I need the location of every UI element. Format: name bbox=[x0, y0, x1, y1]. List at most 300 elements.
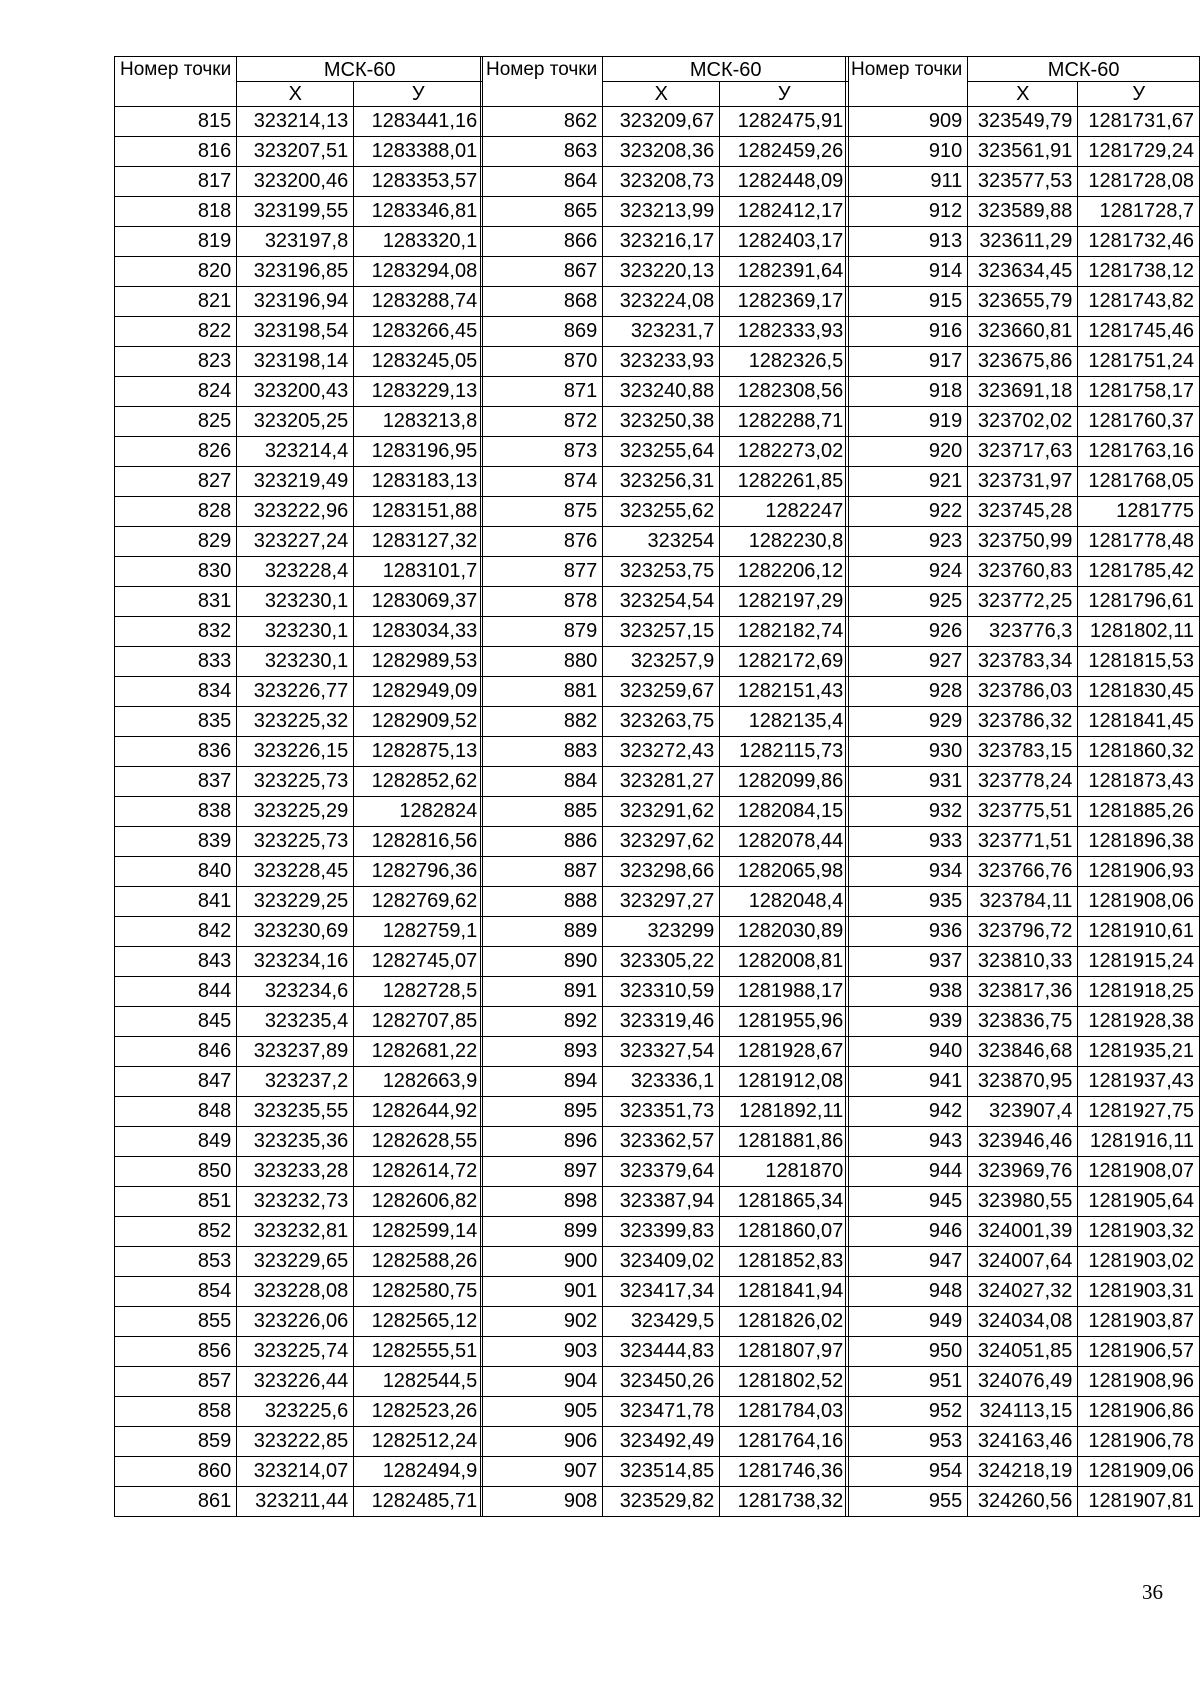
table-row bbox=[115, 1127, 483, 1157]
y-coordinate: 1281937,43 bbox=[1078, 1067, 1200, 1097]
table-row bbox=[481, 827, 849, 857]
point-number: 827 bbox=[115, 467, 237, 497]
table-row bbox=[115, 1397, 483, 1427]
point-number: 945 bbox=[846, 1187, 968, 1217]
coordinate-system-header: МСК-60 bbox=[603, 57, 849, 82]
x-coordinate: 323298,66 bbox=[603, 857, 720, 887]
point-number: 874 bbox=[481, 467, 603, 497]
y-coordinate: 1283034,33 bbox=[354, 617, 483, 647]
point-number: 933 bbox=[846, 827, 968, 857]
x-coordinate: 323660,81 bbox=[968, 317, 1078, 347]
point-number: 915 bbox=[846, 287, 968, 317]
point-number: 826 bbox=[115, 437, 237, 467]
x-coordinate: 324027,32 bbox=[968, 1277, 1078, 1307]
y-coordinate: 1281745,46 bbox=[1078, 317, 1200, 347]
table-row bbox=[481, 1307, 849, 1337]
x-coordinate: 323766,76 bbox=[968, 857, 1078, 887]
table-row bbox=[846, 1337, 1200, 1367]
y-column-header: У bbox=[1078, 82, 1200, 107]
point-number: 947 bbox=[846, 1247, 968, 1277]
point-number: 876 bbox=[481, 527, 603, 557]
table-row bbox=[481, 1067, 849, 1097]
y-coordinate: 1281860,32 bbox=[1078, 737, 1200, 767]
x-coordinate: 323675,86 bbox=[968, 347, 1078, 377]
x-coordinate: 323250,38 bbox=[603, 407, 720, 437]
x-coordinate: 323775,51 bbox=[968, 797, 1078, 827]
y-coordinate: 1282769,62 bbox=[354, 887, 483, 917]
point-number: 950 bbox=[846, 1337, 968, 1367]
point-number: 895 bbox=[481, 1097, 603, 1127]
point-number: 889 bbox=[481, 917, 603, 947]
point-number: 949 bbox=[846, 1307, 968, 1337]
x-coordinate: 323760,83 bbox=[968, 557, 1078, 587]
point-number: 893 bbox=[481, 1037, 603, 1067]
y-coordinate: 1282663,9 bbox=[354, 1067, 483, 1097]
table-row bbox=[846, 1427, 1200, 1457]
table-row bbox=[115, 1247, 483, 1277]
y-coordinate: 1282544,5 bbox=[354, 1367, 483, 1397]
point-number: 892 bbox=[481, 1007, 603, 1037]
x-coordinate: 323255,62 bbox=[603, 497, 720, 527]
y-column-header: У bbox=[720, 82, 849, 107]
x-coordinate: 323214,13 bbox=[237, 107, 354, 137]
point-number: 903 bbox=[481, 1337, 603, 1367]
point-number: 842 bbox=[115, 917, 237, 947]
table-row bbox=[846, 1277, 1200, 1307]
x-coordinate: 323213,99 bbox=[603, 197, 720, 227]
point-number: 907 bbox=[481, 1457, 603, 1487]
x-coordinate: 323691,18 bbox=[968, 377, 1078, 407]
table-row bbox=[846, 137, 1200, 167]
x-coordinate: 323717,63 bbox=[968, 437, 1078, 467]
table-row bbox=[481, 1367, 849, 1397]
x-coordinate: 323297,27 bbox=[603, 887, 720, 917]
y-coordinate: 1282475,91 bbox=[720, 107, 849, 137]
y-coordinate: 1281865,34 bbox=[720, 1187, 849, 1217]
table-row bbox=[115, 647, 483, 677]
point-number: 931 bbox=[846, 767, 968, 797]
y-coordinate: 1282099,86 bbox=[720, 767, 849, 797]
point-number: 829 bbox=[115, 527, 237, 557]
x-coordinate: 323231,7 bbox=[603, 317, 720, 347]
table-row bbox=[846, 1217, 1200, 1247]
x-coordinate: 323257,9 bbox=[603, 647, 720, 677]
point-number: 862 bbox=[481, 107, 603, 137]
point-number: 901 bbox=[481, 1277, 603, 1307]
x-coordinate: 323810,33 bbox=[968, 947, 1078, 977]
point-number: 930 bbox=[846, 737, 968, 767]
y-coordinate: 1282816,56 bbox=[354, 827, 483, 857]
y-coordinate: 1283294,08 bbox=[354, 257, 483, 287]
y-coordinate: 1282949,09 bbox=[354, 677, 483, 707]
x-coordinate: 323254,54 bbox=[603, 587, 720, 617]
point-number: 911 bbox=[846, 167, 968, 197]
x-coordinate: 323589,88 bbox=[968, 197, 1078, 227]
table-body bbox=[115, 107, 483, 1517]
point-number: 840 bbox=[115, 857, 237, 887]
table-row bbox=[115, 947, 483, 977]
y-coordinate: 1282580,75 bbox=[354, 1277, 483, 1307]
y-coordinate: 1281908,06 bbox=[1078, 887, 1200, 917]
y-column-header: У bbox=[354, 82, 483, 107]
table-row bbox=[481, 677, 849, 707]
point-number: 820 bbox=[115, 257, 237, 287]
point-number: 939 bbox=[846, 1007, 968, 1037]
y-coordinate: 1282745,07 bbox=[354, 947, 483, 977]
x-coordinate: 323255,64 bbox=[603, 437, 720, 467]
y-coordinate: 1283441,16 bbox=[354, 107, 483, 137]
x-coordinate: 323233,93 bbox=[603, 347, 720, 377]
x-coordinate: 323272,43 bbox=[603, 737, 720, 767]
y-coordinate: 1281760,37 bbox=[1078, 407, 1200, 437]
table-row bbox=[481, 1457, 849, 1487]
x-column-header: Х bbox=[237, 82, 354, 107]
y-coordinate: 1282824 bbox=[354, 797, 483, 827]
point-number: 936 bbox=[846, 917, 968, 947]
table-row bbox=[846, 1157, 1200, 1187]
y-coordinate: 1281802,52 bbox=[720, 1367, 849, 1397]
y-coordinate: 1283320,1 bbox=[354, 227, 483, 257]
table-row bbox=[115, 227, 483, 257]
y-coordinate: 1281830,45 bbox=[1078, 677, 1200, 707]
point-number: 920 bbox=[846, 437, 968, 467]
x-coordinate: 323634,45 bbox=[968, 257, 1078, 287]
table-row bbox=[115, 977, 483, 1007]
x-coordinate: 323198,14 bbox=[237, 347, 354, 377]
y-coordinate: 1281928,38 bbox=[1078, 1007, 1200, 1037]
table-row bbox=[115, 1427, 483, 1457]
table-row bbox=[115, 857, 483, 887]
table-row bbox=[846, 557, 1200, 587]
x-coordinate: 323225,74 bbox=[237, 1337, 354, 1367]
table-row bbox=[115, 467, 483, 497]
y-coordinate: 1281870 bbox=[720, 1157, 849, 1187]
y-coordinate: 1281826,02 bbox=[720, 1307, 849, 1337]
x-coordinate: 323225,6 bbox=[237, 1397, 354, 1427]
y-coordinate: 1282172,69 bbox=[720, 647, 849, 677]
point-number: 897 bbox=[481, 1157, 603, 1187]
point-number: 946 bbox=[846, 1217, 968, 1247]
table-row bbox=[481, 527, 849, 557]
x-coordinate: 323199,55 bbox=[237, 197, 354, 227]
table-row bbox=[115, 1187, 483, 1217]
y-coordinate: 1282599,14 bbox=[354, 1217, 483, 1247]
y-coordinate: 1282555,51 bbox=[354, 1337, 483, 1367]
table-row bbox=[846, 797, 1200, 827]
point-number: 904 bbox=[481, 1367, 603, 1397]
x-coordinate: 323196,94 bbox=[237, 287, 354, 317]
table-row bbox=[481, 197, 849, 227]
table-row bbox=[481, 947, 849, 977]
point-number: 839 bbox=[115, 827, 237, 857]
point-number: 873 bbox=[481, 437, 603, 467]
point-number: 838 bbox=[115, 797, 237, 827]
point-number: 929 bbox=[846, 707, 968, 737]
point-number: 891 bbox=[481, 977, 603, 1007]
x-coordinate: 323226,15 bbox=[237, 737, 354, 767]
point-number: 912 bbox=[846, 197, 968, 227]
point-number: 849 bbox=[115, 1127, 237, 1157]
x-coordinate: 323227,24 bbox=[237, 527, 354, 557]
x-coordinate: 323219,49 bbox=[237, 467, 354, 497]
table-row bbox=[846, 947, 1200, 977]
point-number: 858 bbox=[115, 1397, 237, 1427]
table-row bbox=[481, 857, 849, 887]
y-coordinate: 1283151,88 bbox=[354, 497, 483, 527]
x-coordinate: 323234,16 bbox=[237, 947, 354, 977]
table-row bbox=[115, 1037, 483, 1067]
x-coordinate: 323379,64 bbox=[603, 1157, 720, 1187]
point-number-header: Номер точки bbox=[115, 57, 237, 107]
table-row bbox=[481, 1397, 849, 1427]
point-number: 882 bbox=[481, 707, 603, 737]
y-coordinate: 1281896,38 bbox=[1078, 827, 1200, 857]
coordinates-table-1 bbox=[114, 56, 483, 1517]
x-coordinate: 323297,62 bbox=[603, 827, 720, 857]
y-coordinate: 1281815,53 bbox=[1078, 647, 1200, 677]
table-row bbox=[115, 917, 483, 947]
point-number: 860 bbox=[115, 1457, 237, 1487]
table-row bbox=[481, 1037, 849, 1067]
x-coordinate: 323783,15 bbox=[968, 737, 1078, 767]
point-number: 944 bbox=[846, 1157, 968, 1187]
table-row bbox=[115, 137, 483, 167]
point-number: 898 bbox=[481, 1187, 603, 1217]
point-number: 853 bbox=[115, 1247, 237, 1277]
point-number: 932 bbox=[846, 797, 968, 827]
x-coordinate: 323450,26 bbox=[603, 1367, 720, 1397]
x-coordinate: 323208,73 bbox=[603, 167, 720, 197]
table-row bbox=[115, 107, 483, 137]
table-row bbox=[846, 1247, 1200, 1277]
point-number: 854 bbox=[115, 1277, 237, 1307]
point-number: 869 bbox=[481, 317, 603, 347]
x-coordinate: 323731,97 bbox=[968, 467, 1078, 497]
y-coordinate: 1282512,24 bbox=[354, 1427, 483, 1457]
x-coordinate: 323230,1 bbox=[237, 617, 354, 647]
x-coordinate: 323235,55 bbox=[237, 1097, 354, 1127]
point-number: 832 bbox=[115, 617, 237, 647]
point-number: 880 bbox=[481, 647, 603, 677]
x-coordinate: 323216,17 bbox=[603, 227, 720, 257]
x-coordinate: 323429,5 bbox=[603, 1307, 720, 1337]
y-coordinate: 1281908,96 bbox=[1078, 1367, 1200, 1397]
y-coordinate: 1281728,7 bbox=[1078, 197, 1200, 227]
table-row bbox=[846, 1127, 1200, 1157]
table-row bbox=[115, 737, 483, 767]
table-row bbox=[115, 1277, 483, 1307]
x-coordinate: 323232,81 bbox=[237, 1217, 354, 1247]
y-coordinate: 1281910,61 bbox=[1078, 917, 1200, 947]
table-row bbox=[481, 257, 849, 287]
table-row bbox=[115, 587, 483, 617]
point-number-header: Номер точки bbox=[846, 57, 968, 107]
x-coordinate: 323225,29 bbox=[237, 797, 354, 827]
x-coordinate: 323796,72 bbox=[968, 917, 1078, 947]
point-number: 927 bbox=[846, 647, 968, 677]
point-number: 864 bbox=[481, 167, 603, 197]
y-coordinate: 1281906,93 bbox=[1078, 857, 1200, 887]
y-coordinate: 1281903,31 bbox=[1078, 1277, 1200, 1307]
x-coordinate: 323771,51 bbox=[968, 827, 1078, 857]
table-row bbox=[481, 767, 849, 797]
x-coordinate: 323299 bbox=[603, 917, 720, 947]
table-row bbox=[846, 1307, 1200, 1337]
x-coordinate: 323198,54 bbox=[237, 317, 354, 347]
point-number: 847 bbox=[115, 1067, 237, 1097]
point-number: 878 bbox=[481, 587, 603, 617]
point-number: 924 bbox=[846, 557, 968, 587]
y-coordinate: 1281732,46 bbox=[1078, 227, 1200, 257]
table-row bbox=[846, 1007, 1200, 1037]
y-coordinate: 1282048,4 bbox=[720, 887, 849, 917]
x-coordinate: 323229,65 bbox=[237, 1247, 354, 1277]
y-coordinate: 1282065,98 bbox=[720, 857, 849, 887]
y-coordinate: 1281738,32 bbox=[720, 1487, 849, 1517]
point-number: 905 bbox=[481, 1397, 603, 1427]
table-row bbox=[846, 917, 1200, 947]
point-number: 943 bbox=[846, 1127, 968, 1157]
table-row bbox=[846, 287, 1200, 317]
y-coordinate: 1283127,32 bbox=[354, 527, 483, 557]
table-row bbox=[846, 107, 1200, 137]
y-coordinate: 1283346,81 bbox=[354, 197, 483, 227]
point-number: 830 bbox=[115, 557, 237, 587]
table-row bbox=[115, 377, 483, 407]
point-number: 885 bbox=[481, 797, 603, 827]
x-coordinate: 323611,29 bbox=[968, 227, 1078, 257]
y-coordinate: 1282030,89 bbox=[720, 917, 849, 947]
y-coordinate: 1282206,12 bbox=[720, 557, 849, 587]
y-coordinate: 1283196,95 bbox=[354, 437, 483, 467]
x-coordinate: 323514,85 bbox=[603, 1457, 720, 1487]
point-number: 872 bbox=[481, 407, 603, 437]
x-coordinate: 323235,36 bbox=[237, 1127, 354, 1157]
x-coordinate: 323778,24 bbox=[968, 767, 1078, 797]
x-coordinate: 323336,1 bbox=[603, 1067, 720, 1097]
point-number: 843 bbox=[115, 947, 237, 977]
x-coordinate: 323230,69 bbox=[237, 917, 354, 947]
point-number: 831 bbox=[115, 587, 237, 617]
table-row bbox=[846, 227, 1200, 257]
y-coordinate: 1282084,15 bbox=[720, 797, 849, 827]
point-number: 896 bbox=[481, 1127, 603, 1157]
x-coordinate: 323409,02 bbox=[603, 1247, 720, 1277]
y-coordinate: 1283245,05 bbox=[354, 347, 483, 377]
table-row bbox=[115, 1097, 483, 1127]
page-number: 36 bbox=[1142, 1580, 1163, 1604]
y-coordinate: 1282875,13 bbox=[354, 737, 483, 767]
point-number: 935 bbox=[846, 887, 968, 917]
x-coordinate: 324034,08 bbox=[968, 1307, 1078, 1337]
x-coordinate: 323225,32 bbox=[237, 707, 354, 737]
y-coordinate: 1283213,8 bbox=[354, 407, 483, 437]
x-coordinate: 323230,1 bbox=[237, 587, 354, 617]
x-coordinate: 324007,64 bbox=[968, 1247, 1078, 1277]
table-row bbox=[846, 857, 1200, 887]
y-coordinate: 1281916,11 bbox=[1078, 1127, 1200, 1157]
point-number: 955 bbox=[846, 1487, 968, 1517]
table-row bbox=[115, 257, 483, 287]
table-row bbox=[481, 1337, 849, 1367]
table-row bbox=[846, 677, 1200, 707]
x-coordinate: 323969,76 bbox=[968, 1157, 1078, 1187]
x-coordinate: 323226,44 bbox=[237, 1367, 354, 1397]
point-number: 926 bbox=[846, 617, 968, 647]
x-coordinate: 323351,73 bbox=[603, 1097, 720, 1127]
y-coordinate: 1281768,05 bbox=[1078, 467, 1200, 497]
table-row bbox=[481, 107, 849, 137]
y-coordinate: 1281758,17 bbox=[1078, 377, 1200, 407]
table-row bbox=[846, 377, 1200, 407]
table-row bbox=[115, 1487, 483, 1517]
y-coordinate: 1282728,5 bbox=[354, 977, 483, 1007]
y-coordinate: 1282391,64 bbox=[720, 257, 849, 287]
table-row bbox=[481, 377, 849, 407]
table-row bbox=[846, 617, 1200, 647]
x-coordinate: 323387,94 bbox=[603, 1187, 720, 1217]
table-row bbox=[846, 707, 1200, 737]
table-row bbox=[115, 197, 483, 227]
point-number: 846 bbox=[115, 1037, 237, 1067]
table-row bbox=[115, 437, 483, 467]
y-coordinate: 1282247 bbox=[720, 497, 849, 527]
y-coordinate: 1281908,07 bbox=[1078, 1157, 1200, 1187]
x-coordinate: 323240,88 bbox=[603, 377, 720, 407]
y-coordinate: 1282494,9 bbox=[354, 1457, 483, 1487]
point-number: 822 bbox=[115, 317, 237, 347]
y-coordinate: 1281731,67 bbox=[1078, 107, 1200, 137]
point-number: 817 bbox=[115, 167, 237, 197]
x-coordinate: 323259,67 bbox=[603, 677, 720, 707]
y-coordinate: 1282308,56 bbox=[720, 377, 849, 407]
x-coordinate: 323232,73 bbox=[237, 1187, 354, 1217]
point-number: 940 bbox=[846, 1037, 968, 1067]
point-number: 941 bbox=[846, 1067, 968, 1097]
x-coordinate: 323291,62 bbox=[603, 797, 720, 827]
y-coordinate: 1281785,42 bbox=[1078, 557, 1200, 587]
point-number: 819 bbox=[115, 227, 237, 257]
x-coordinate: 323702,02 bbox=[968, 407, 1078, 437]
table-row bbox=[115, 827, 483, 857]
x-coordinate: 323327,54 bbox=[603, 1037, 720, 1067]
coordinate-system-header: МСК-60 bbox=[237, 57, 483, 82]
x-coordinate: 323257,15 bbox=[603, 617, 720, 647]
x-coordinate: 323786,03 bbox=[968, 677, 1078, 707]
point-number: 902 bbox=[481, 1307, 603, 1337]
y-coordinate: 1282369,17 bbox=[720, 287, 849, 317]
table-row bbox=[481, 707, 849, 737]
x-coordinate: 323253,75 bbox=[603, 557, 720, 587]
point-number: 851 bbox=[115, 1187, 237, 1217]
y-coordinate: 1281892,11 bbox=[720, 1097, 849, 1127]
x-coordinate: 323237,89 bbox=[237, 1037, 354, 1067]
point-number: 824 bbox=[115, 377, 237, 407]
table-row bbox=[481, 647, 849, 677]
table-row bbox=[481, 1097, 849, 1127]
point-number: 834 bbox=[115, 677, 237, 707]
y-coordinate: 1281909,06 bbox=[1078, 1457, 1200, 1487]
x-coordinate: 323772,25 bbox=[968, 587, 1078, 617]
x-coordinate: 323529,82 bbox=[603, 1487, 720, 1517]
y-coordinate: 1281915,24 bbox=[1078, 947, 1200, 977]
point-number: 875 bbox=[481, 497, 603, 527]
y-coordinate: 1282707,85 bbox=[354, 1007, 483, 1037]
table-row bbox=[115, 317, 483, 347]
x-column-header: Х bbox=[603, 82, 720, 107]
x-coordinate: 323549,79 bbox=[968, 107, 1078, 137]
y-coordinate: 1281841,45 bbox=[1078, 707, 1200, 737]
